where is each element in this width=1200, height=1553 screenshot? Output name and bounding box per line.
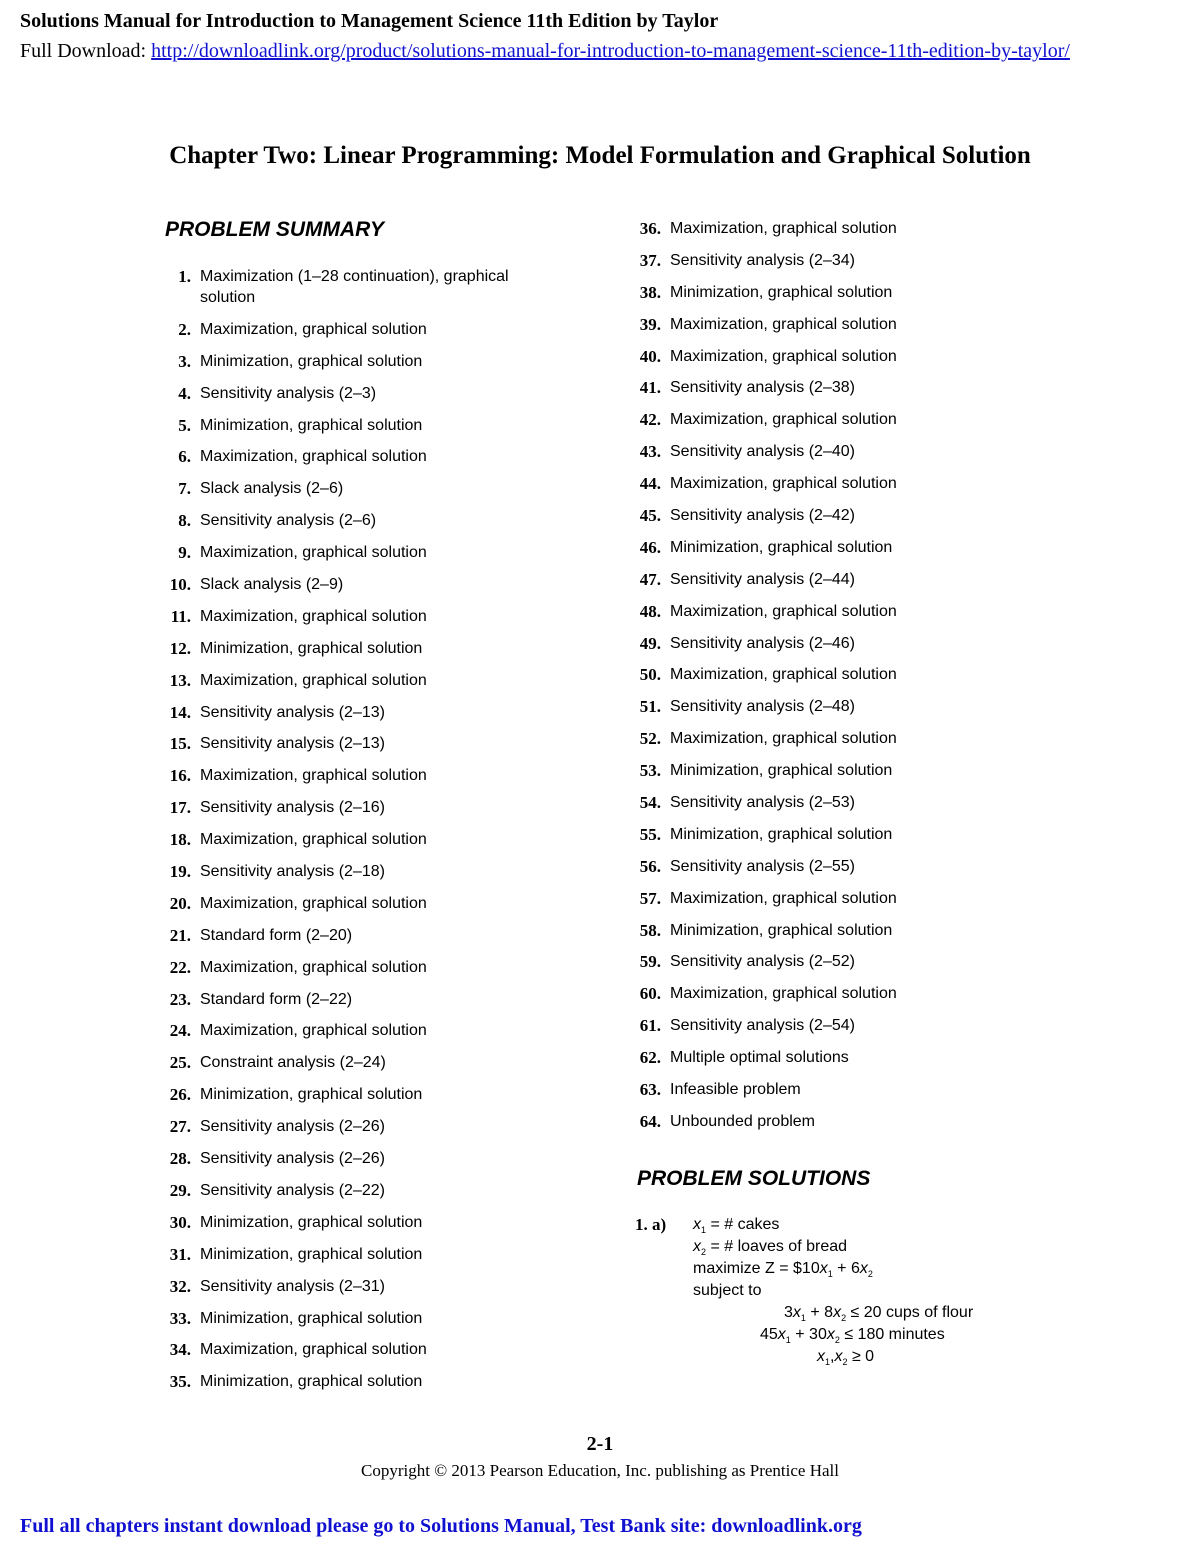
- problem-description: Maximization, graphical solution: [200, 607, 427, 625]
- problem-summary-item: [635, 983, 1055, 1004]
- problem-summary-item: [635, 1047, 1055, 1068]
- problem-summary-item: [635, 664, 1055, 685]
- problem-description: Slack analysis (2–9): [200, 576, 344, 594]
- problem-summary-item: [635, 250, 1055, 271]
- problem-summary-item: [165, 829, 585, 850]
- problem-number: 59.: [639, 952, 661, 972]
- problem-number: 57.: [639, 888, 661, 908]
- problem-summary-item: [635, 920, 1055, 941]
- problem-description: Sensitivity analysis (2–48): [670, 698, 855, 716]
- problem-description: Maximization, graphical solution: [200, 1341, 427, 1359]
- problem-summary-item: [165, 989, 585, 1010]
- problem-summary-item: [165, 925, 585, 946]
- problem-summary-item: [165, 1180, 585, 1201]
- problem-number: 63.: [639, 1080, 661, 1100]
- problem-summary-item: [165, 702, 585, 723]
- problem-description: Multiple optimal solutions: [670, 1049, 849, 1067]
- problem-number: 10.: [169, 575, 191, 595]
- problem-description: Slack analysis (2–6): [200, 480, 344, 498]
- problem-description: Maximization, graphical solution: [200, 320, 427, 338]
- problem-number: 42.: [639, 410, 661, 430]
- problem-summary-item: [165, 351, 585, 372]
- copyright-notice: Copyright © 2013 Pearson Education, Inc. publishing as Prentice Hall: [361, 1461, 839, 1480]
- problem-description: Sensitivity analysis (2–44): [670, 570, 855, 588]
- problem-summary-item: [165, 957, 585, 978]
- problem-number: 22.: [169, 957, 191, 977]
- problem-summary-item: [165, 1020, 585, 1041]
- problem-description: Sensitivity analysis (2–13): [200, 703, 385, 721]
- constraint-nonnegativity: $x_1,x_2 \ge 0$: [817, 1348, 875, 1368]
- problem-summary-item: [635, 824, 1055, 845]
- problem-summary-heading: PROBLEM SUMMARY: [165, 218, 384, 241]
- chapter-title: Chapter Two: Linear Programming: Model Formulation and Graphical Solution: [169, 142, 1031, 169]
- problem-description: Minimization, graphical solution: [670, 762, 893, 780]
- problem-number: 52.: [639, 729, 661, 749]
- problem-number: 61.: [639, 1016, 661, 1036]
- problem-number: 3.: [178, 351, 191, 371]
- problem-number: 39.: [639, 314, 661, 334]
- problem-summary-item: [165, 383, 585, 404]
- problem-description: Minimization, graphical solution: [670, 825, 893, 843]
- problem-summary-item: [165, 1244, 585, 1265]
- problem-description: Minimization, graphical solution: [200, 416, 423, 434]
- problem-summary-item: [165, 266, 585, 308]
- problem-description: Sensitivity analysis (2–53): [670, 794, 855, 812]
- problem-description: Maximization, graphical solution: [670, 475, 897, 493]
- problem-number: 15.: [169, 734, 191, 754]
- problem-description: Minimization, graphical solution: [200, 1213, 423, 1231]
- problem-number: 32.: [169, 1276, 191, 1296]
- subject-to-label: subject to: [693, 1282, 762, 1299]
- problem-summary-item: [165, 1371, 585, 1392]
- problem-description: Maximization, graphical solution: [670, 411, 897, 429]
- problem-description: Maximization, graphical solution: [670, 315, 897, 333]
- problem-summary-item: [635, 377, 1055, 398]
- problem-number: 48.: [639, 601, 661, 621]
- problem-summary-item: [165, 1308, 585, 1329]
- problem-description: Maximization, graphical solution: [670, 730, 897, 748]
- problem-number: 47.: [639, 569, 661, 589]
- problem-description: Minimization, graphical solution: [200, 639, 423, 657]
- problem-description: Sensitivity analysis (2–46): [670, 634, 855, 652]
- problem-number: 9.: [178, 543, 191, 563]
- problem-number: 16.: [169, 766, 191, 786]
- problem-description: Sensitivity analysis (2–18): [200, 863, 385, 881]
- problem-number: 24.: [169, 1021, 191, 1041]
- problem-summary-item: [635, 218, 1055, 239]
- problem-number: 38.: [639, 282, 661, 302]
- problem-description: Sensitivity analysis (2–6): [200, 512, 377, 530]
- problem-number: 6.: [178, 447, 191, 467]
- problem-description: Minimization, graphical solution: [670, 538, 893, 556]
- problem-number: 20.: [169, 893, 191, 913]
- problem-summary-item: [165, 893, 585, 914]
- problem-number: 17.: [169, 798, 191, 818]
- problem-number: 27.: [169, 1117, 191, 1137]
- problem-solutions-heading: PROBLEM SOLUTIONS: [637, 1167, 871, 1190]
- problem-summary-item: [635, 633, 1055, 654]
- problem-number: 5.: [178, 415, 191, 435]
- problem-summary-item: [635, 601, 1055, 622]
- problem-description: Sensitivity analysis (2–22): [200, 1181, 385, 1199]
- problem-summary-item: [165, 670, 585, 691]
- full-download-line: [20, 40, 1070, 63]
- problem-summary-item: [165, 510, 585, 531]
- problem-description: Minimization, graphical solution: [200, 1309, 423, 1327]
- full-download-label: Full Download:: [20, 40, 152, 62]
- constraint-flour: $3x_1 + 8x_2 \le 20$ cups of flour: [784, 1304, 974, 1324]
- problem-summary-item: [165, 733, 585, 754]
- problem-summary-item: [635, 505, 1055, 526]
- problem-number: 12.: [169, 638, 191, 658]
- page-number: 2-1: [586, 1433, 614, 1455]
- problem-number: 34.: [169, 1340, 191, 1360]
- problem-summary-item: [635, 888, 1055, 909]
- problem-number: 25.: [169, 1053, 191, 1073]
- problem-description: Minimization, graphical solution: [200, 1086, 423, 1104]
- constraint-minutes: $45x_1 + 30x_2 \le 180$ minutes: [760, 1326, 945, 1346]
- problem-summary-item: [635, 473, 1055, 494]
- problem-summary-item: [635, 1079, 1055, 1100]
- problem-summary-item: [165, 765, 585, 786]
- problem-summary-item: [635, 537, 1055, 558]
- problem-number: 49.: [639, 633, 661, 653]
- problem-number: 30.: [169, 1212, 191, 1232]
- problem-description: Minimization, graphical solution: [200, 352, 423, 370]
- problem-description: Sensitivity analysis (2–40): [670, 443, 855, 461]
- problem-summary-item: [165, 638, 585, 659]
- problem-description: Sensitivity analysis (2–26): [200, 1150, 385, 1168]
- problem-number: 4.: [178, 383, 191, 403]
- problem-summary-item: [165, 1052, 585, 1073]
- problem-description: Maximization, graphical solution: [200, 767, 427, 785]
- problem-summary-item: [635, 1111, 1055, 1132]
- problem-number: 18.: [169, 830, 191, 850]
- problem-description: Sensitivity analysis (2–42): [670, 507, 855, 525]
- problem-summary-item: [635, 409, 1055, 430]
- problem-number: 11.: [170, 606, 191, 626]
- problem-summary-item: [165, 542, 585, 563]
- problem-description: Sensitivity analysis (2–31): [200, 1277, 385, 1295]
- problem-summary-item: [635, 792, 1055, 813]
- problem-number: 56.: [639, 856, 661, 876]
- problem-summary-item: [165, 1339, 585, 1360]
- problem-summary-item: [635, 728, 1055, 749]
- problem-description: Constraint analysis (2–24): [200, 1054, 386, 1072]
- problem-number: 40.: [639, 346, 661, 366]
- problem-summary-item: [635, 441, 1055, 462]
- problem-number: 37.: [639, 250, 661, 270]
- problem-number: 43.: [639, 442, 661, 462]
- download-link[interactable]: http://downloadlink.org/product/solutions-manual-for-introduction-to-management-science-11th-edition-by-taylor/: [151, 40, 1070, 62]
- problem-number: 36.: [639, 219, 661, 238]
- problem-summary-item: [635, 569, 1055, 590]
- problem-summary-item: [635, 282, 1055, 303]
- problem-number: 46.: [639, 537, 661, 557]
- problem-number: 28.: [169, 1149, 191, 1169]
- problem-description: Sensitivity analysis (2–16): [200, 799, 385, 817]
- problem-number: 60.: [639, 984, 661, 1004]
- problem-number: 53.: [639, 761, 661, 781]
- problem-number: 35.: [169, 1372, 191, 1392]
- problem-description: Minimization, graphical solution: [200, 1245, 423, 1263]
- problem-summary-item: [165, 797, 585, 818]
- problem-summary-item: [635, 314, 1055, 335]
- problem-summary-item: [165, 446, 585, 467]
- problem-description: Maximization, graphical solution: [200, 831, 427, 849]
- document-header-title: Solutions Manual for Introduction to Management Science 11th Edition by Taylor: [20, 10, 719, 32]
- bottom-download-link[interactable]: Full all chapters instant download please go to Solutions Manual, Test Bank site: downloadlink.org: [20, 1515, 862, 1537]
- problem-description: Minimization, graphical solution: [200, 1373, 423, 1391]
- problem-description: Maximization, graphical solution: [200, 894, 427, 912]
- problem-summary-item: [635, 760, 1055, 781]
- problem-number: 14.: [169, 702, 191, 722]
- problem-number: 51.: [639, 697, 661, 717]
- problem-summary-item: [165, 1116, 585, 1137]
- objective-function: maximize $Z = \$10x_1 + 6x_2$: [693, 1260, 873, 1280]
- problem-description: Sensitivity analysis (2–55): [670, 857, 855, 875]
- problem-number: 13.: [169, 670, 191, 690]
- problem-summary-item: [165, 1148, 585, 1169]
- problem-description: Maximization, graphical solution: [200, 544, 427, 562]
- variable-definition-2: $x_2$ = # loaves of bread: [693, 1238, 848, 1258]
- problem-summary-item: [165, 861, 585, 882]
- problem-description: Sensitivity analysis (2–3): [200, 384, 377, 402]
- problem-number: 55.: [639, 824, 661, 844]
- problem-summary-item: [635, 1015, 1055, 1036]
- problem-summary-item: [635, 856, 1055, 877]
- problem-description: Maximization, graphical solution: [670, 889, 897, 907]
- problem-number: 21.: [169, 925, 191, 945]
- problem-description: Maximization, graphical solution: [200, 1022, 427, 1040]
- problem-summary-list-left: [165, 266, 585, 1403]
- problem-description: Sensitivity analysis (2–54): [670, 1017, 855, 1035]
- problem-description: Maximization, graphical solution: [200, 958, 427, 976]
- problem-description: Unbounded problem: [670, 1112, 815, 1130]
- problem-summary-item: [165, 606, 585, 627]
- problem-description: Standard form (2–20): [200, 926, 353, 944]
- problem-description: Standard form (2–22): [200, 990, 353, 1008]
- problem-description: Sensitivity analysis (2–52): [670, 953, 855, 971]
- problem-summary-item: [165, 574, 585, 595]
- problem-description: Maximization, graphical solution: [200, 671, 427, 689]
- problem-description-continued: solution: [200, 289, 256, 306]
- problem-number: 33.: [169, 1308, 191, 1328]
- problem-number: 7.: [178, 479, 191, 499]
- problem-summary-item: [635, 346, 1055, 367]
- problem-description: Sensitivity analysis (2–13): [200, 735, 385, 753]
- solution-number: 1. a): [635, 1215, 667, 1234]
- problem-summary-item: [165, 1212, 585, 1233]
- problem-description: Maximization (1–28 continuation), graphical: [200, 268, 509, 285]
- problem-number: 45.: [639, 506, 661, 526]
- problem-number: 26.: [169, 1085, 191, 1105]
- problem-description: Maximization, graphical solution: [200, 448, 427, 466]
- problem-description: Maximization, graphical solution: [670, 666, 897, 684]
- problem-description: Maximization, graphical solution: [670, 220, 897, 237]
- problem-description: Maximization, graphical solution: [670, 602, 897, 620]
- problem-number: 2.: [178, 319, 191, 339]
- problem-summary-item: [635, 696, 1055, 717]
- problem-summary-item: [165, 1276, 585, 1297]
- problem-summary-item: [165, 415, 585, 436]
- problem-number: 8.: [178, 511, 191, 531]
- problem-number: 62.: [639, 1048, 661, 1068]
- problem-summary-item: [165, 478, 585, 499]
- problem-description: Maximization, graphical solution: [670, 985, 897, 1003]
- problem-number: 29.: [169, 1180, 191, 1200]
- problem-description: Minimization, graphical solution: [670, 283, 893, 301]
- problem-summary-item: [165, 1084, 585, 1105]
- problem-summary-item: [165, 319, 585, 340]
- problem-number: 1.: [178, 267, 191, 286]
- problem-number: 64.: [639, 1111, 661, 1131]
- problem-description: Sensitivity analysis (2–26): [200, 1118, 385, 1136]
- problem-description: Maximization, graphical solution: [670, 347, 897, 365]
- problem-number: 23.: [169, 989, 191, 1009]
- problem-number: 58.: [639, 920, 661, 940]
- variable-definition-1: $x_1$ = # cakes: [693, 1216, 780, 1236]
- problem-description: Sensitivity analysis (2–38): [670, 379, 855, 397]
- problem-description: Minimization, graphical solution: [670, 921, 893, 939]
- problem-number: 19.: [169, 862, 191, 882]
- problem-number: 41.: [639, 378, 661, 398]
- problem-number: 31.: [169, 1244, 191, 1264]
- problem-number: 50.: [639, 665, 661, 685]
- problem-description: Infeasible problem: [670, 1081, 801, 1099]
- problem-summary-list-right: [635, 218, 1055, 1143]
- problem-description: Sensitivity analysis (2–34): [670, 251, 855, 269]
- problem-number: 44.: [639, 474, 661, 494]
- problem-number: 54.: [639, 793, 661, 813]
- problem-summary-item: [635, 951, 1055, 972]
